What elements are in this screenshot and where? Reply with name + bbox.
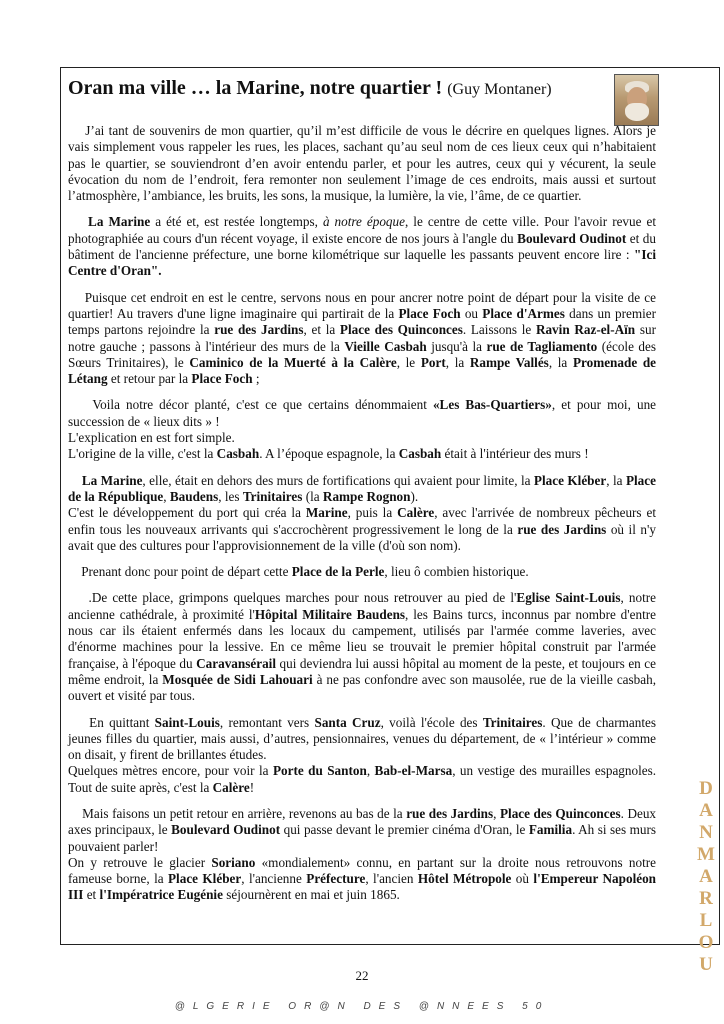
text-run: , <box>366 763 375 779</box>
bold-text: Rampe Vallés <box>469 354 549 370</box>
indent <box>68 715 89 730</box>
bold-text: Place Foch <box>398 305 461 321</box>
article-title <box>68 77 608 100</box>
bold-text: Bab-el-Marsa <box>374 763 453 779</box>
indent <box>68 590 89 605</box>
bold-text: rue des Jardins <box>214 322 304 338</box>
paragraph <box>68 715 656 796</box>
watermark-letter: O <box>698 932 714 953</box>
text-run: , la <box>445 354 470 370</box>
watermark-letter: R <box>699 888 713 909</box>
text-run: , elle, était en dehors des murs de fortifications qui avaient pour limite, la <box>142 472 534 488</box>
text-run: Voila notre décor planté, c'est ce que certains dénommaient <box>92 397 433 413</box>
footer-text: @LGERIE OR@N DES @NNEES 50 <box>174 1001 550 1012</box>
watermark-letter: D <box>699 778 713 799</box>
text-run: . Ah si ses murs pouvaient parler! <box>68 822 656 854</box>
text-run: était à l'intérieur des murs ! <box>441 446 589 462</box>
text-run: , un vestige des murailles espagnoles. Tout de suite après, c'est la <box>68 763 657 795</box>
text-run: C'est le développement du port qui créa la <box>68 505 306 521</box>
side-watermark <box>692 778 720 976</box>
watermark-letter: U <box>699 954 713 975</box>
text-run: . A l’époque espagnole, la <box>259 446 399 462</box>
text-run: , le <box>396 354 421 370</box>
bold-text: Boulevard Oudinot <box>171 822 281 838</box>
bold-text: Ravin Raz-el-Aïn <box>535 322 636 338</box>
text-run: et <box>83 887 100 903</box>
bold-text: Mosquée de Sidi Lahouari <box>162 671 313 687</box>
text-run: , avec l'arrivée de nombreux pêcheurs et enfin tous les nouveaux arrivants qui s'accrochèrent progressivement le long de la <box>68 505 656 537</box>
italic-text: à notre époque <box>322 214 405 230</box>
paragraph <box>68 564 656 580</box>
paragraph <box>68 397 656 462</box>
page-number: 22 <box>355 968 369 983</box>
bold-text: Place d'Armes <box>482 305 565 321</box>
text-run: , les <box>218 488 243 504</box>
bold-text: Porte du Santon <box>272 763 367 779</box>
text-run: , et la <box>303 322 340 338</box>
watermark-letter: L <box>699 910 713 931</box>
bold-text: Place Kléber <box>168 871 242 887</box>
watermark-letter: A <box>699 866 713 887</box>
bold-text: Eglise Saint-Louis <box>516 590 621 606</box>
text-run: qui passe devant le premier cinéma d'Oran, le <box>280 822 529 838</box>
text-run: où il n'y avait que des cultures pour l'approvisionnement de la ville (d'où son nom). <box>68 521 656 553</box>
bold-text: Place des Quinconces <box>339 322 463 338</box>
watermark-letter: A <box>699 800 713 821</box>
text-run: . Deux axes principaux, le <box>68 805 657 838</box>
article-body <box>68 123 656 914</box>
text-run: , la <box>548 354 573 370</box>
bold-text: "Ici Centre d'Oran". <box>68 247 656 279</box>
text-run: . Que de charmantes jeunes filles du quartier, mais aussi, d’autres, pensionnaires, venues du département, de « l’intérieur » comme on disait, y firent de brillantes études. <box>68 714 657 763</box>
text-run: . Laissons le <box>462 322 536 338</box>
text-run: On y retrouve le glacier <box>68 854 212 870</box>
text-run: L'origine de la ville, c'est la <box>68 446 217 462</box>
text-run: Quelques mètres encore, pour voir la <box>68 763 273 779</box>
text-run: dans un premier temps partons rejoindre la <box>68 305 656 338</box>
text-run: sur notre gauche ; passons à l'intérieur des murs de la <box>68 322 656 354</box>
bold-text: Préfecture <box>306 871 366 887</box>
author-name: (Guy Montaner) <box>447 81 552 98</box>
text-run: qui deviendra lui aussi hôpital au moment de la peste, et toujours en ce même endroit, la <box>68 655 657 687</box>
text-run: ; <box>252 371 260 387</box>
text-run: .De cette place, grimpons quelques marches pour nous retrouver au pied de l' <box>88 590 517 606</box>
bold-text: Casbah <box>216 446 260 462</box>
bold-text: Marine <box>305 505 348 521</box>
text-run: , puis la <box>347 505 398 521</box>
title-text: Oran ma ville … la Marine, notre quartier ! <box>68 77 443 99</box>
bold-text: l'Empereur Napoléon III <box>68 871 657 903</box>
bold-text: «Les Bas-Quartiers» <box>432 397 552 413</box>
text-run: , <box>493 805 500 821</box>
bold-text: Familia <box>528 822 573 838</box>
bold-text: Calère <box>212 779 250 795</box>
bold-text: Casbah <box>398 446 442 462</box>
indent <box>68 290 85 305</box>
text-run: , voilà l'école des <box>380 714 483 730</box>
bold-text: Vieille Casbah <box>344 338 427 354</box>
bold-text: rue de Tagliamento <box>486 338 598 354</box>
text-run: , les Bains turcs, inconnus par nombre d'entre nous car ils étaient enfermés dans les locaux du campement, utilisés par l'armée comme laveries, avec d'énorme machines pour la lessive. En ce même lieu se trouvait le premier hôpital construit par l'armée française, à l'époque du <box>68 606 656 671</box>
text-run: , l'ancien <box>365 871 418 887</box>
watermark-letter: M <box>697 844 715 865</box>
bold-text: La Marine <box>81 472 143 488</box>
text-run: , le centre de cette ville. Pour l'avoir revue et photographiée au cours d'un récent voyage, il existe encore de nos jours à l'angle du <box>68 214 657 246</box>
photo-beard <box>625 103 649 121</box>
watermark-letter: N <box>699 822 713 843</box>
bold-text: Saint-Louis <box>154 714 220 730</box>
bold-text: Place des Quinconces <box>499 805 621 821</box>
text-run: ). <box>410 488 419 504</box>
bold-text: rue des Jardins <box>406 805 494 821</box>
text-run: et retour par la <box>107 371 192 387</box>
bold-text: Place de la République <box>68 472 656 504</box>
bold-text: Trinitaires <box>482 714 543 730</box>
text-run: Puisque cet endroit en est le centre, servons nous en pour ancrer notre point de départ pour la visite de ce quartier! Au travers d'une ligne imaginaire qui partirait de la <box>68 289 657 321</box>
text-run: et du bâtiment de l'ancienne préfecture, une borne kilométrique sur laquelle les passants peuvent encore lire : <box>68 230 656 263</box>
bold-text: Place Foch <box>191 371 253 387</box>
text-run: , et pour moi, une succession de « lieux dits » ! <box>68 397 657 429</box>
text-run: Prenant donc pour point de départ cette <box>81 564 292 580</box>
bold-text: La Marine <box>88 214 151 230</box>
indent <box>68 473 82 488</box>
bold-text: Calère <box>397 505 435 521</box>
text-run: jusqu'à la <box>426 338 487 354</box>
indent <box>68 214 88 229</box>
paragraph <box>68 590 656 704</box>
text-run: (la <box>302 488 323 504</box>
bold-text: l'Impératrice Eugénie <box>99 887 223 903</box>
text-run: à ne pas confondre avec son mausolée, rue de la vieille casbah, ouvert et visité par tous. <box>68 671 657 704</box>
indent <box>68 806 82 821</box>
text-run: J’ai tant de souvenirs de mon quartier, qu’il m’est difficile de vous le décrire en quelques lignes. Alors je vais simplement vous rappeler les rues, les places, sachant qu’au seul nom de ces lieux ceux qui n’habitaient pas le quartier, se souviendront d’en avoir entendu parler, et pour les autres, ceux qui y vécurent, la seule évocation du nom de l’endroit, fera remonter non seulement l’image de ces endroits, mais aussi et surtout l’atmosphère, l’ambiance, les bruits, les sons, la musique, la lumière, la vie, l’âme, de ce quartier. <box>68 123 657 204</box>
text-run: ou <box>460 305 483 321</box>
bold-text: Caravansérail <box>196 655 276 671</box>
text-run: (école des Sœurs Trinitaires), le <box>68 338 656 370</box>
text-run: , l'ancienne <box>241 871 307 887</box>
bold-text: rue des Jardins <box>517 521 607 537</box>
paragraph <box>68 806 656 904</box>
author-photo <box>614 74 659 126</box>
indent <box>68 397 92 412</box>
text-run: , lieu ô combien historique. <box>384 564 529 580</box>
text-run: , la <box>606 472 626 488</box>
paragraph <box>68 473 656 554</box>
bold-text: Boulevard Oudinot <box>517 230 627 246</box>
text-run: a été et, est restée longtemps, <box>150 214 323 230</box>
text-run: où <box>511 871 534 887</box>
bold-text: Place de la Perle <box>291 564 385 580</box>
text-run: En quittant <box>89 714 155 730</box>
bold-text: Place Kléber <box>533 472 607 488</box>
bold-text: Hôpital Militaire Baudens <box>254 606 406 622</box>
text-run: , remontant vers <box>219 714 315 730</box>
paragraph <box>68 290 656 388</box>
text-run: L'explication en est fort simple. <box>68 430 235 446</box>
indent <box>68 564 81 579</box>
bold-text: Port <box>420 354 446 370</box>
bold-text: Caminico de la Muerté à la Calère <box>189 354 397 370</box>
bold-text: Promenade de Létang <box>68 354 657 387</box>
bold-text: Soriano <box>211 854 256 870</box>
text-run: ! <box>249 779 255 795</box>
text-run: , <box>163 488 170 504</box>
paragraph <box>68 214 656 279</box>
indent <box>68 123 85 138</box>
text-run: «mondialement» connu, en partant sur la droite nous retrouvons notre fameuse borne, la <box>68 854 656 887</box>
bold-text: Hôtel Métropole <box>417 871 512 887</box>
bold-text: Baudens <box>169 488 219 504</box>
paragraph <box>68 123 656 204</box>
text-run: séjournèrent en mai et juin 1865. <box>222 887 400 903</box>
bold-text: Trinitaires <box>242 488 303 504</box>
text-run: Mais faisons un petit retour en arrière, revenons au bas de la <box>82 805 407 821</box>
bold-text: Santa Cruz <box>314 714 381 730</box>
bold-text: Rampe Rognon <box>322 488 411 504</box>
text-run: , notre ancienne cathédrale, à proximité l' <box>68 590 656 622</box>
